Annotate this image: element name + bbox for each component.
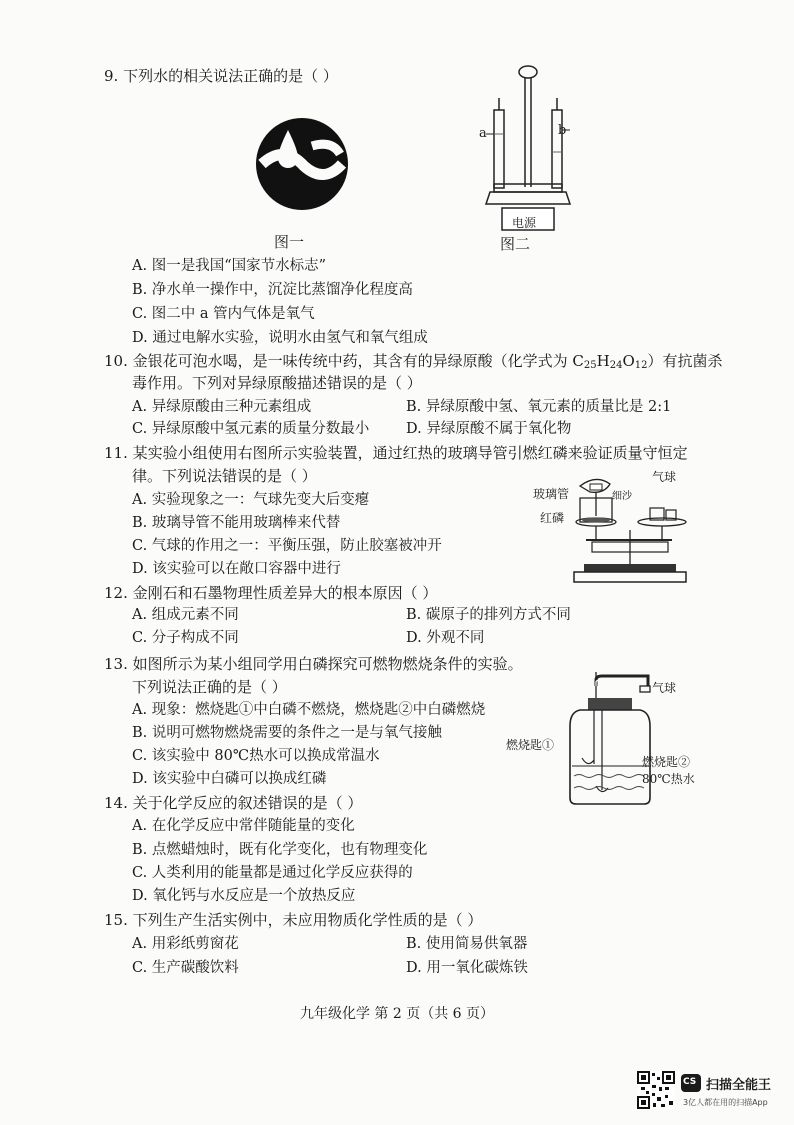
q11-red-phosphorus-label: 红磷 [540, 511, 565, 525]
q11-stem-line1: 11. 某实验小组使用右图所示实验装置，通过红热的玻璃导管引燃红磷来验证质量守恒定 [104, 444, 688, 462]
q10-option-a: A. 异绿原酸由三种元素组成 [132, 399, 312, 415]
q13-balloon-label: 气球 [652, 681, 677, 695]
q11-option-c: C. 气球的作用之一：平衡压强，防止胶塞被冲开 [132, 538, 442, 554]
q14-option-d: D. 氧化钙与水反应是一个放热反应 [132, 888, 356, 904]
page-footer: 九年级化学 第 2 页（共 6 页） [299, 1006, 495, 1022]
q10-option-c: C. 异绿原酸中氢元素的质量分数最小 [132, 421, 370, 437]
q11-option-b: B. 玻璃导管不能用玻璃棒来代替 [132, 515, 341, 531]
q14-stem: 14. 关于化学反应的叙述错误的是（ ） [104, 794, 363, 812]
scanner-tagline: 3亿人都在用的扫描App [683, 1098, 768, 1107]
q13-stem-line2: 下列说法正确的是（ ） [132, 678, 287, 696]
q10-stem-line1: 10. 金银花可泡水喝，是一味传统中药，其含有的异绿原酸（化学式为 $C_{25}H_{24}O_{12}$）有抗菌杀 [104, 352, 723, 371]
q13-spoon2-label: 燃烧匙② [642, 755, 691, 769]
scanner-logo-text: CS [683, 1077, 697, 1087]
scanner-app-name: 扫描全能王 [706, 1078, 772, 1093]
q9-option-d: D. 通过电解水实验，说明水由氢气和氧气组成 [132, 330, 428, 346]
q11-glass-tube-label: 玻璃管 [533, 487, 570, 501]
q15-option-d: D. 用一氧化碳炼铁 [406, 960, 528, 976]
q13-option-b: B. 说明可燃物燃烧需要的条件之一是与氧气接触 [132, 725, 442, 741]
power-source-label: 电源 [512, 216, 537, 230]
q14-option-a: A. 在化学反应中常伴随能量的变化 [132, 818, 355, 834]
water-saving-logo [254, 114, 350, 214]
q10-stem-line2: 毒作用。下列对异绿原酸描述错误的是（ ） [132, 374, 422, 392]
q11-option-d: D. 该实验可以在敞口容器中进行 [132, 561, 341, 577]
q12-option-c: C. 分子构成不同 [132, 630, 239, 646]
q15-option-b: B. 使用简易供氧器 [406, 936, 528, 952]
q13-spoon1-label: 燃烧匙① [506, 738, 555, 752]
q13-stem-line1: 13. 如图所示为某小组同学用白磷探究可燃物燃烧条件的实验。 [104, 655, 523, 673]
q15-stem: 15. 下列生产生活实例中，未应用物质化学性质的是（ ） [104, 911, 483, 929]
q13-hot-water-label: 80℃热水 [642, 772, 695, 786]
q11-balloon-label: 气球 [652, 470, 677, 484]
q9-stem: 9. 下列水的相关说法正确的是（ ） [104, 67, 338, 85]
tube-b-label: b [558, 123, 567, 138]
q12-option-b: B. 碳原子的排列方式不同 [406, 607, 571, 623]
q13-option-c: C. 该实验中 80℃热水可以换成常温水 [132, 748, 380, 764]
q9-option-a: A. 图一是我国“国家节水标志” [132, 258, 327, 274]
q12-option-a: A. 组成元素不同 [132, 607, 239, 623]
figure-2-label: 图二 [500, 235, 531, 253]
q15-option-c: C. 生产碳酸饮料 [132, 960, 239, 976]
q12-option-d: D. 外观不同 [406, 630, 485, 646]
q13-option-d: D. 该实验中白磷可以换成红磷 [132, 771, 327, 787]
q15-option-a: A. 用彩纸剪窗花 [132, 936, 239, 952]
q11-sand-label: 细沙 [612, 491, 632, 502]
q9-option-b: B. 净水单一操作中，沉淀比蒸馏净化程度高 [132, 282, 413, 298]
q11-option-a: A. 实验现象之一：气球先变大后变瘪 [132, 492, 370, 508]
q10-option-d: D. 异绿原酸不属于氧化物 [406, 421, 572, 437]
q10-option-b: B. 异绿原酸中氢、氧元素的质量比是 2:1 [406, 399, 672, 415]
combustion-apparatus [560, 672, 660, 808]
q14-option-b: B. 点燃蜡烛时，既有化学变化，也有物理变化 [132, 842, 428, 858]
q12-stem: 12. 金刚石和石墨物理性质差异大的根本原因（ ） [104, 584, 438, 602]
electrolysis-apparatus [478, 62, 578, 232]
figure-1-label: 图一 [274, 233, 305, 251]
q13-option-a: A. 现象：燃烧匙①中白磷不燃烧，燃烧匙②中白磷燃烧 [132, 702, 486, 718]
qr-code-icon [637, 1071, 675, 1109]
tube-a-label: a [479, 126, 487, 141]
q11-stem-line2: 律。下列说法错误的是（ ） [132, 467, 317, 485]
q9-option-c: C. 图二中 a 管内气体是氧气 [132, 306, 315, 322]
q14-option-c: C. 人类利用的能量都是通过化学反应获得的 [132, 865, 413, 881]
